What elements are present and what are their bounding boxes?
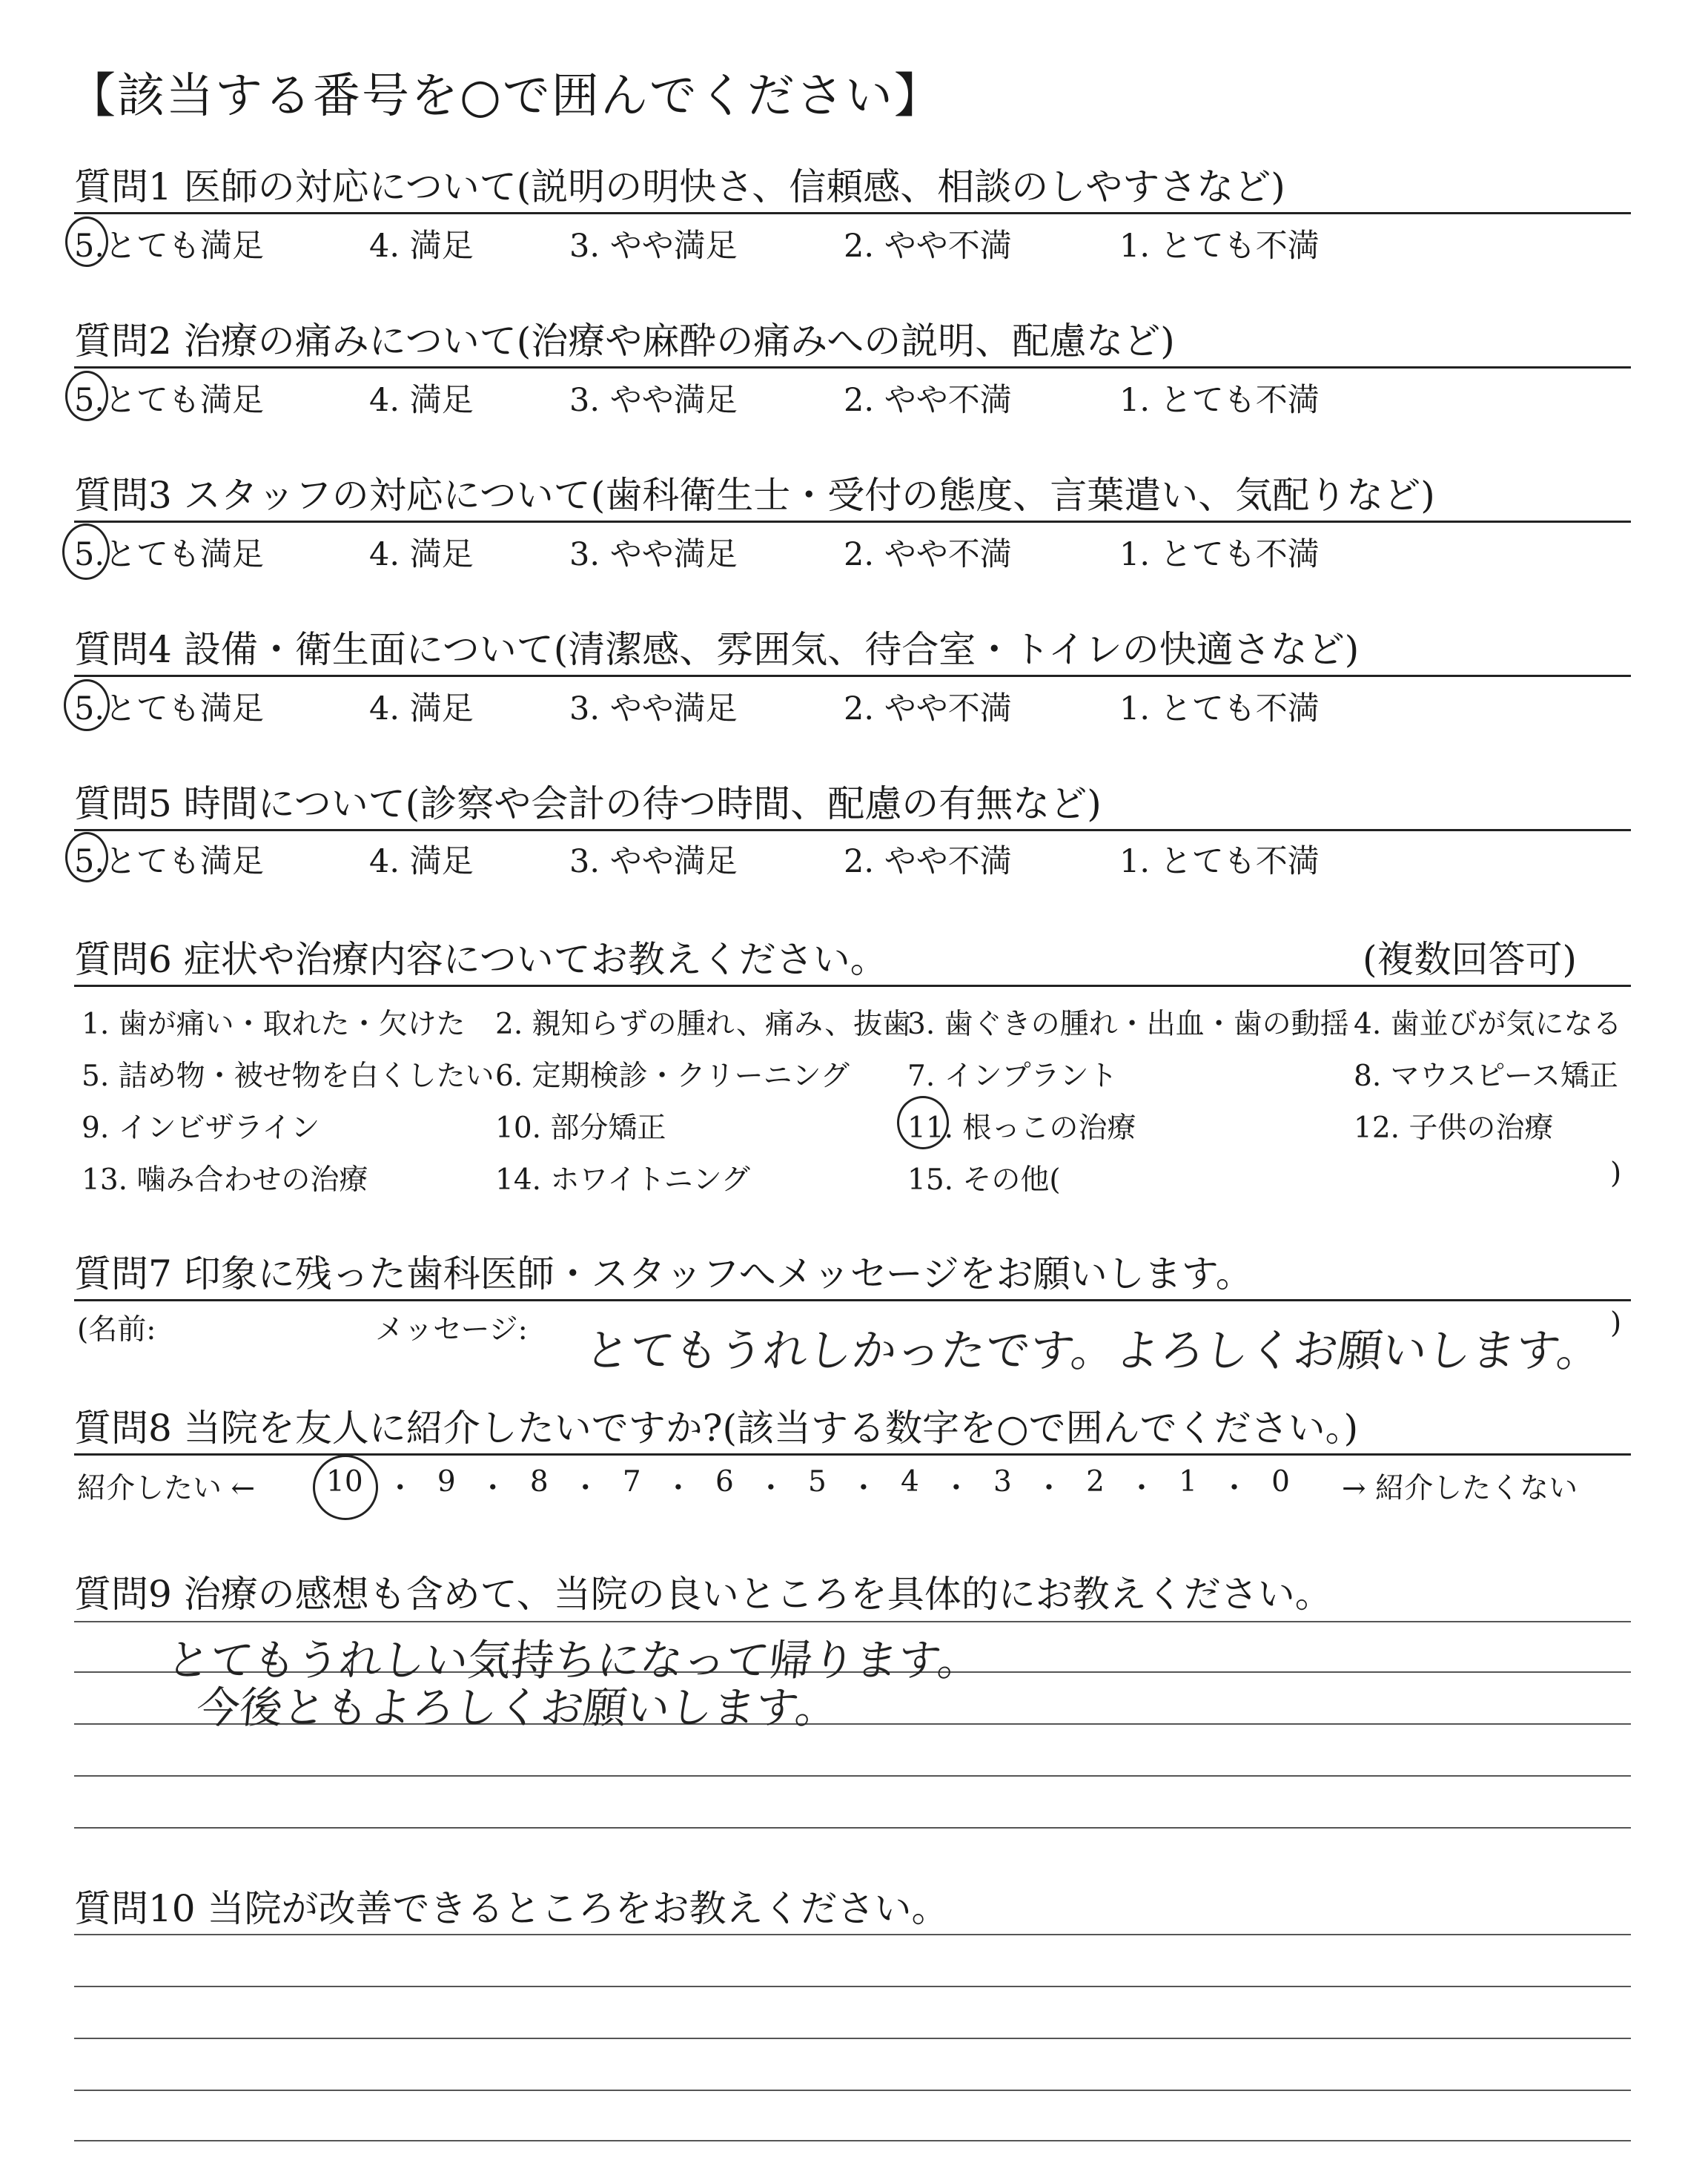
question-7-rule <box>74 1299 1631 1301</box>
q1-option-2[interactable]: 2. やや不満 <box>844 228 1012 265</box>
q4-option-5[interactable]: 5.とても満足 <box>74 690 265 727</box>
q9-answer-line-1[interactable]: とてもうれしい気持ちになって帰ります。 <box>164 1635 984 1685</box>
q6-option-1[interactable]: 1. 歯が痛い・取れた・欠けた <box>82 1008 466 1041</box>
scale-dot: ・ <box>756 1472 786 1505</box>
question-3-label: 質問3 スタッフの対応について(歯科衛生士・受付の態度、言葉遣い、気配りなど) <box>74 474 1435 517</box>
q5-option-2[interactable]: 2. やや不満 <box>844 843 1012 880</box>
handwritten-message[interactable]: とてもうれしかったです。よろしくお願いします。 <box>582 1325 1604 1377</box>
q4-option-2[interactable]: 2. やや不満 <box>844 690 1012 727</box>
question-2-rule <box>74 366 1631 369</box>
scale-dot: ・ <box>941 1472 971 1505</box>
referral-scale <box>326 1465 1290 1507</box>
scale-4[interactable]: 4 <box>901 1465 919 1499</box>
name-label: (名前: <box>77 1313 156 1347</box>
q1-selection-circle <box>65 217 108 267</box>
q9-line-5 <box>74 1827 1631 1829</box>
q9-answer-line-2[interactable]: 今後ともよろしくお願いします。 <box>193 1682 841 1733</box>
q1-option-3[interactable]: 3. やや満足 <box>569 228 738 265</box>
scale-dot: ・ <box>663 1472 693 1505</box>
question-9-label: 質問9 治療の感想も含めて、当院の良いところを具体的にお教えください。 <box>74 1573 1332 1616</box>
q10-line-4 <box>74 2090 1631 2091</box>
q6-option-12[interactable]: 12. 子供の治療 <box>1354 1112 1554 1145</box>
q6-option-11[interactable]: 11. 根っこの治療 <box>907 1112 1136 1145</box>
scale-5[interactable]: 5 <box>807 1465 827 1499</box>
q6-option-9[interactable]: 9. インビザライン <box>82 1112 320 1145</box>
scale-dot: ・ <box>571 1472 600 1505</box>
q10-line-1 <box>74 1934 1631 1935</box>
q3-option-3[interactable]: 3. やや満足 <box>569 536 738 573</box>
q4-option-3[interactable]: 3. やや満足 <box>569 690 738 727</box>
q3-selection-circle <box>62 524 110 580</box>
q2-option-1[interactable]: 1. とても不満 <box>1119 382 1320 419</box>
question-1-label: 質問1 医師の対応について(説明の明快さ、信頼感、相談のしやすさなど) <box>74 165 1285 208</box>
q5-selection-circle <box>65 832 108 882</box>
q5-option-3[interactable]: 3. やや満足 <box>569 843 738 880</box>
scale-dot: ・ <box>478 1472 508 1505</box>
q3-option-5[interactable]: 5.とても満足 <box>74 536 265 573</box>
scale-8[interactable]: 8 <box>529 1465 549 1499</box>
q5-option-5[interactable]: 5.とても満足 <box>74 843 265 880</box>
question-8-label: 質問8 当院を友人に紹介したいですか?(該当する数字を○で囲んでください。) <box>74 1407 1359 1450</box>
scale-dot: ・ <box>1127 1472 1156 1505</box>
scale-2[interactable]: 2 <box>1086 1465 1105 1499</box>
scale-dot: ・ <box>849 1472 878 1505</box>
q6-option-3[interactable]: 3. 歯ぐきの腫れ・出血・歯の動揺 <box>907 1008 1349 1041</box>
scale-dot: ・ <box>1034 1472 1064 1505</box>
question-5-rule <box>74 829 1631 831</box>
question-3-rule <box>74 521 1631 523</box>
q6-option-7[interactable]: 7. インプラント <box>907 1060 1118 1093</box>
q6-option-6[interactable]: 6. 定期検診・クリーニング <box>495 1060 850 1093</box>
q10-line-5 <box>74 2140 1631 2141</box>
q6-option-4[interactable]: 4. 歯並びが気になる <box>1354 1008 1622 1041</box>
q8-selection-circle <box>313 1455 378 1520</box>
question-5-label: 質問5 時間について(診察や会計の待つ時間、配慮の有無など) <box>74 782 1102 825</box>
q5-option-1[interactable]: 1. とても不満 <box>1119 843 1320 880</box>
q3-option-2[interactable]: 2. やや不満 <box>844 536 1012 573</box>
q3-option-1[interactable]: 1. とても不満 <box>1119 536 1320 573</box>
q2-option-4[interactable]: 4. 満足 <box>369 382 474 419</box>
message-label: メッセージ: <box>375 1313 528 1347</box>
referral-left-label: 紹介したい ← <box>77 1472 256 1505</box>
question-6-label: 質問6 症状や治療内容についてお教えください。 <box>74 938 887 981</box>
q5-option-4[interactable]: 4. 満足 <box>369 843 474 880</box>
question-8-rule <box>74 1453 1631 1456</box>
scale-10[interactable]: 10 <box>326 1465 363 1499</box>
q4-option-4[interactable]: 4. 満足 <box>369 690 474 727</box>
q2-selection-circle <box>65 371 108 421</box>
scale-1[interactable]: 1 <box>1179 1465 1197 1499</box>
question-10-label: 質問10 当院が改善できるところをお教えください。 <box>74 1887 949 1930</box>
q6-option-14[interactable]: 14. ホワイトニング <box>495 1163 750 1197</box>
q1-option-1[interactable]: 1. とても不満 <box>1119 228 1320 265</box>
q9-line-4 <box>74 1775 1631 1777</box>
q1-option-4[interactable]: 4. 満足 <box>369 228 474 265</box>
message-close-paren: ) <box>1610 1307 1622 1340</box>
q6-option-15[interactable]: 15. その他( <box>907 1163 1061 1197</box>
survey-title: 【該当する番号を○で囲んでください】 <box>68 69 943 124</box>
question-7-label: 質問7 印象に残った歯科医師・スタッフへメッセージをお願いします。 <box>74 1252 1253 1295</box>
question-4-rule <box>74 675 1631 677</box>
q6-option-13[interactable]: 13. 噛み合わせの治療 <box>82 1163 368 1197</box>
q2-option-3[interactable]: 3. やや満足 <box>569 382 738 419</box>
question-4-label: 質問4 設備・衛生面について(清潔感、雰囲気、待合室・トイレの快適さなど) <box>74 628 1360 671</box>
q2-option-5[interactable]: 5.とても満足 <box>74 382 265 419</box>
q3-option-4[interactable]: 4. 満足 <box>369 536 474 573</box>
scale-7[interactable]: 7 <box>622 1465 641 1499</box>
q6-option-2[interactable]: 2. 親知らずの腫れ、痛み、抜歯 <box>495 1008 912 1041</box>
q9-line-1 <box>74 1621 1631 1622</box>
q6-option-5[interactable]: 5. 詰め物・被せ物を白くしたい <box>82 1060 494 1093</box>
scale-3[interactable]: 3 <box>993 1465 1012 1499</box>
scale-dot: ・ <box>1219 1472 1249 1505</box>
scale-6[interactable]: 6 <box>715 1465 734 1499</box>
q10-line-2 <box>74 1986 1631 1987</box>
q1-option-5[interactable]: 5.とても満足 <box>74 228 265 265</box>
scale-9[interactable]: 9 <box>437 1465 456 1499</box>
q6-selection-circle <box>897 1096 949 1149</box>
q6-option-10[interactable]: 10. 部分矯正 <box>495 1112 666 1145</box>
question-1-rule <box>74 212 1631 214</box>
q6-option-15-close: ) <box>1610 1157 1622 1190</box>
question-6-note: (複数回答可) <box>1363 938 1578 981</box>
q10-line-3 <box>74 2038 1631 2039</box>
q6-option-8[interactable]: 8. マウスピース矯正 <box>1354 1060 1618 1093</box>
q2-option-2[interactable]: 2. やや不満 <box>844 382 1012 419</box>
scale-0[interactable]: 0 <box>1271 1465 1290 1499</box>
q4-option-1[interactable]: 1. とても不満 <box>1119 690 1320 727</box>
question-2-label: 質問2 治療の痛みについて(治療や麻酔の痛みへの説明、配慮など) <box>74 320 1175 363</box>
question-6-rule <box>74 985 1631 987</box>
q4-selection-circle <box>64 679 110 731</box>
scale-dot: ・ <box>385 1472 415 1505</box>
referral-right-label: → 紹介したくない <box>1342 1472 1578 1505</box>
